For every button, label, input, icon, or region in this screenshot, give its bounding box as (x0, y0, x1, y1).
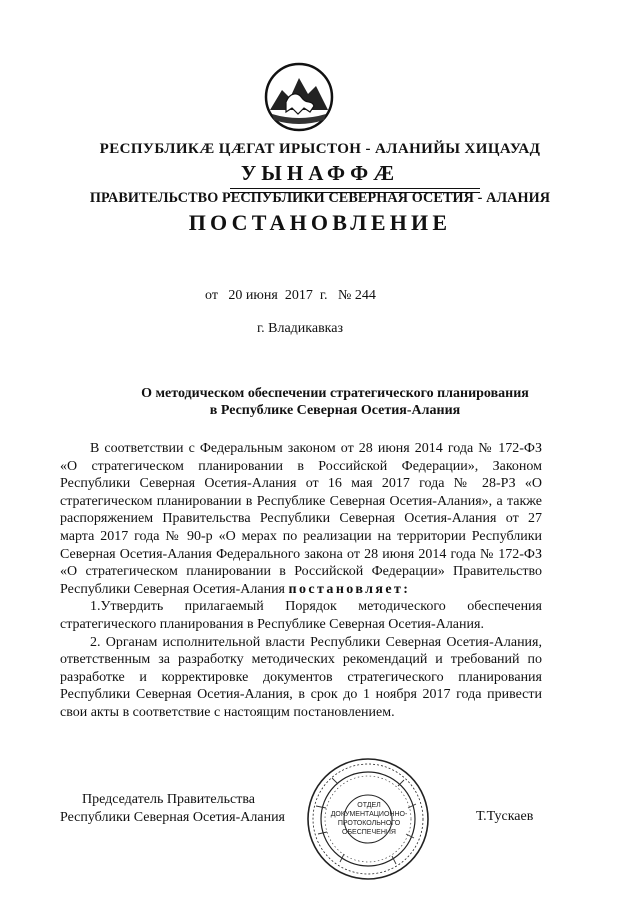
signatory-position-line-1: Председатель Правительства (82, 792, 255, 807)
signatory-position-line-2: Республики Северная Осетия-Алания (60, 810, 285, 825)
clause-2: 2. Органам исполнительной власти Республики Северная Осетия-Алания, ответственным за разработку методических рекомендаций и требований по разработке и корректировке документов стратегического планирования Республики Северная Осетия-Алания, в срок до 1 ноября 2017 года привести свои акты в соответствие с настоящим постановлением. (60, 634, 542, 720)
header-decree-russian: ПОСТАНОВЛЕНИЕ (188, 210, 452, 235)
clause-1: 1.Утвердить прилагаемый Порядок методического обеспечения стратегического планирования в Республике Северная Осетия-Алания. (60, 599, 542, 632)
document-body (60, 440, 542, 722)
city: г. Владикавказ (256, 321, 344, 336)
seal-center-line-4: ОБЕСПЕЧЕНИЯ (342, 829, 396, 836)
seal-center-line-3: ПРОТОКОЛЬНОГО (337, 820, 401, 827)
resolves-word: постановляет (288, 581, 404, 597)
header-divider (230, 188, 480, 189)
signatory-position (60, 791, 285, 827)
signatory-name: Т.Тускаев (476, 809, 534, 824)
date-and-number: от 20 июня 2017 г. № 244 (205, 288, 376, 303)
header-government-russian: ПРАВИТЕЛЬСТВО РЕСПУБЛИКИ СЕВЕРНАЯ ОСЕТИЯ - АЛАНИЯ (89, 190, 551, 206)
coat-of-arms-icon (264, 62, 334, 132)
resolves-colon: : (403, 581, 408, 597)
preamble-paragraph (60, 440, 542, 598)
preamble-text: В соответствии с Федеральным законом от 28 июня 2014 года № 172-ФЗ «О стратегическом планировании в Российской Федерации», Законом Республики Северная Осетия-Алания от 16 мая 2017 года № 28-РЗ «О стратегическом планировании в Республике Северная Осетия-Алания», а также распоряжением Правительства Республики Северная Осетия-Алания от 27 марта 2017 года № 90-р «О мерах по реализации на территории Республики Северная Осетия-Алания Федерального закона от 28 июня 2014 года № 172-ФЗ «О стратегическом планировании в Российской Федерации» Правительство Республики Северная Осетия-Алания (60, 441, 542, 597)
document-title (0, 385, 640, 419)
header-republic-ossetian: РЕСПУБЛИКӔ ЦӔГАТ ИРЫСТОН - АЛАНИЙЫ ХИЦАУАД (99, 141, 541, 157)
header-decree-ossetian: УЫНАФФӔ (240, 161, 400, 185)
seal-center-line-2: ДОКУМЕНТАЦИОННО- (330, 811, 408, 818)
title-line-2: в Республике Северная Осетия-Алания (209, 403, 461, 418)
seal-center-line-1: ОТДЕЛ (357, 802, 381, 809)
title-line-1: О методическом обеспечении стратегического планирования (141, 386, 529, 401)
official-seal-icon (296, 754, 446, 884)
